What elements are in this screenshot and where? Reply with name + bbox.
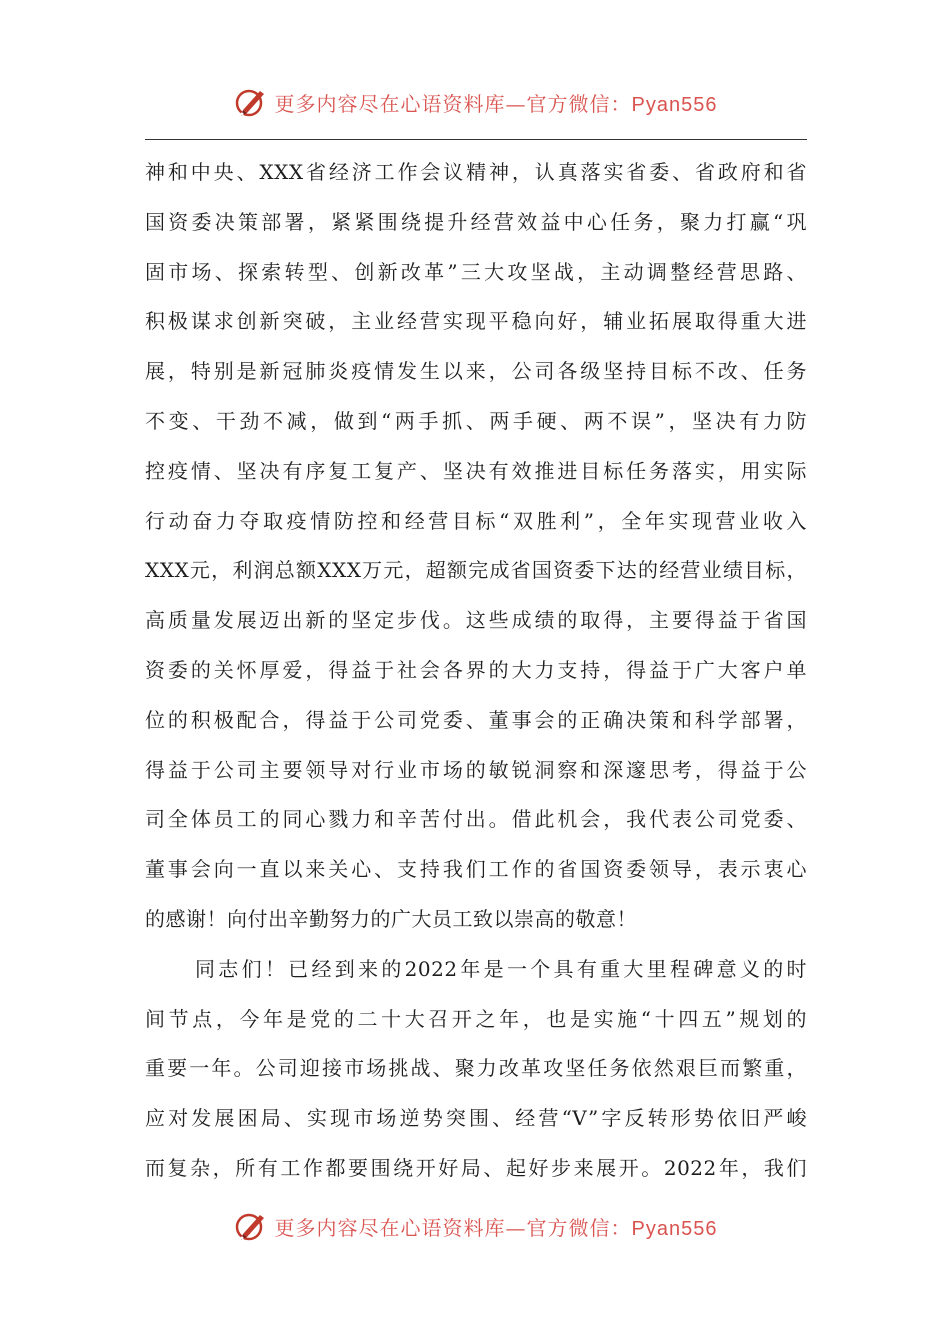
text-line: 控疫情、坚决有序复工复产、坚决有效推进目标任务落实，用实际 — [145, 458, 807, 483]
text-line: 司全体员工的同心戮力和辛苦付出。借此机会，我代表公司党委、 — [145, 807, 807, 832]
paragraph-end-line: 的感谢！向付出辛勤努力的广大员工致以崇高的敬意！ — [145, 906, 637, 931]
text-line: XXX元，利润总额XXX万元，超额完成省国资委下达的经营业绩目标， — [145, 558, 807, 583]
pen-logo-icon — [233, 84, 269, 120]
footer-banner-text — [275, 1212, 718, 1241]
header-banner — [0, 84, 950, 120]
pen-logo-icon — [233, 1208, 269, 1244]
document-body — [145, 152, 807, 1198]
header-rule — [145, 139, 807, 140]
text-line: 国资委决策部署，紧紧围绕提升经营效益中心任务，聚力打赢“巩 — [145, 209, 807, 234]
footer-banner-cn: 更多内容尽在心语资料库—官方微信： — [274, 1215, 632, 1240]
footer-wechat-id: Pyan556 — [631, 1217, 718, 1240]
text-line: 得益于公司主要领导对行业市场的敏锐洞察和深邃思考，得益于公 — [145, 757, 807, 782]
text-line: 位的积极配合，得益于公司党委、董事会的正确决策和科学部署， — [145, 707, 807, 732]
text-line: 不变、干劲不减，做到“两手抓、两手硬、两不误”，坚决有力防 — [145, 408, 807, 433]
header-banner-text — [275, 88, 718, 117]
text-line: 积极谋求创新突破，主业经营实现平稳向好，辅业拓展取得重大进 — [145, 309, 807, 334]
text-line: 神和中央、XXX省经济工作会议精神，认真落实省委、省政府和省 — [145, 160, 807, 184]
text-line: 应对发展困局、实现市场逆势突围、经营“V”字反转形势依旧严峻 — [145, 1106, 807, 1131]
header-banner-cn: 更多内容尽在心语资料库—官方微信： — [274, 91, 632, 116]
text-line: 展，特别是新冠肺炎疫情发生以来，公司各级坚持目标不改、任务 — [145, 359, 807, 384]
footer-banner — [0, 1208, 950, 1244]
text-line: 董事会向一直以来关心、支持我们工作的省国资委领导，表示衷心 — [145, 857, 807, 882]
text-line: 资委的关怀厚爱，得益于社会各界的大力支持，得益于广大客户单 — [145, 657, 807, 682]
text-line: 固市场、探索转型、创新改革”三大攻坚战，主动调整经营思路、 — [145, 259, 807, 284]
text-line: 间节点，今年是党的二十大召开之年，也是实施“十四五”规划的 — [145, 1006, 807, 1031]
text-line: 高质量发展迈出新的坚定步伐。这些成绩的取得，主要得益于省国 — [145, 608, 807, 633]
paragraph-start-line: 同志们！已经到来的2022年是一个具有重大里程碑意义的时 — [195, 956, 807, 981]
text-line: 而复杂，所有工作都要围绕开好局、起好步来展开。2022年，我们 — [145, 1155, 807, 1180]
text-line: 重要一年。公司迎接市场挑战、聚力改革攻坚任务依然艰巨而繁重， — [145, 1056, 807, 1081]
header-wechat-id: Pyan556 — [631, 93, 718, 116]
text-line: 行动奋力夺取疫情防控和经营目标“双胜利”，全年实现营业收入 — [145, 508, 807, 533]
